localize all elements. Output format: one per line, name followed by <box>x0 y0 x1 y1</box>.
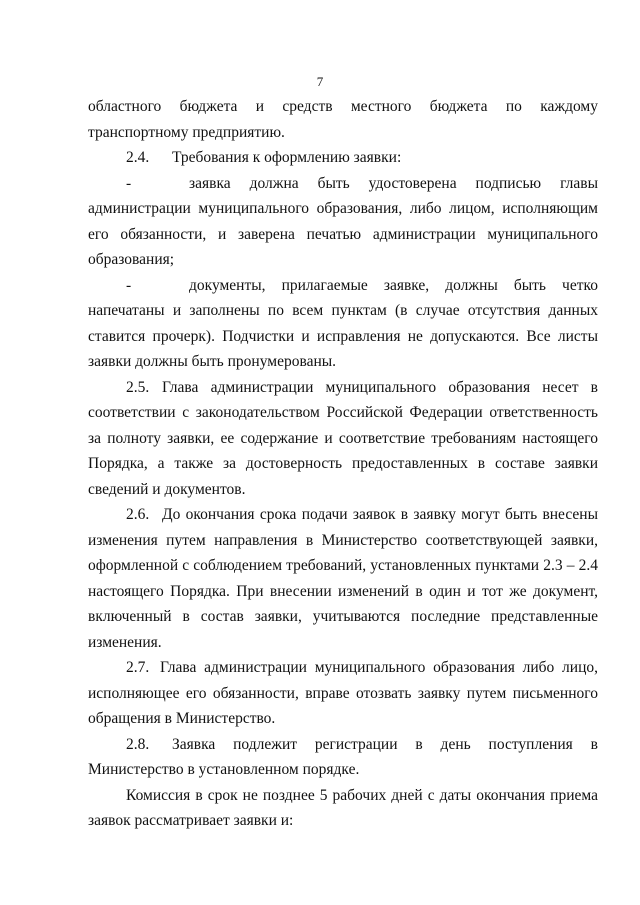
clause-text: Глава администрации муниципального образования либо лицо, исполняющее его обязанности, вправе отозвать заявку путем письменного обращения в Министерство. <box>88 659 598 727</box>
list-item-text: заявка должна быть удостоверена подписью главы администрации муниципального образования, либо лицом, исполняющим его обязанности, и заверена печатью администрации муниципального образования; <box>88 174 598 268</box>
list-item-documents <box>88 273 598 375</box>
paragraph-commission <box>88 783 598 834</box>
list-item-text: документы, прилагаемые заявке, должны быть четко напечатаны и заполнены по всем пунктам (в случае отсутствия данных ставится прочерк). Подчистки и исправления не допускаются. Все листы заявки должны быть пронумерованы. <box>88 276 598 370</box>
clause-number: 2.6. <box>126 506 150 523</box>
document-body <box>88 94 598 834</box>
clause-number: 2.4. <box>126 149 150 166</box>
clause-text: Глава администрации муниципального образования несет в соответствии с законодательством Российской Федерации ответственность за полноту заявки, ее содержание и соответствие требованиям настоящего Порядка, а также за достоверность предоставленных в составе заявки сведений и документов. <box>88 378 598 498</box>
clause-2-7 <box>88 655 598 732</box>
page-number: 7 <box>316 74 324 89</box>
clause-text: Заявка подлежит регистрации в день поступления в Министерство в установленном порядке. <box>88 735 598 778</box>
clause-2-8 <box>88 732 598 783</box>
clause-2-5 <box>88 375 598 503</box>
paragraph-text: областного бюджета и средств местного бюджета по каждому транспортному предприятию. <box>88 98 598 141</box>
paragraph-text: Комиссия в срок не позднее 5 рабочих дней с даты окончания приема заявок рассматривает заявки и: <box>88 786 598 829</box>
clause-2-6 <box>88 502 598 655</box>
clause-text: Требования к оформлению заявки: <box>172 149 402 166</box>
clause-number: 2.5. <box>126 378 150 396</box>
clause-number: 2.7. <box>126 659 150 676</box>
clause-2-4 <box>88 145 598 171</box>
paragraph-continuation <box>88 94 598 145</box>
list-dash: - <box>126 174 132 192</box>
list-dash: - <box>126 276 132 294</box>
list-item-signature <box>88 171 598 273</box>
clause-number: 2.8. <box>126 735 150 753</box>
clause-text: До окончания срока подачи заявок в заявку могут быть внесены изменения путем направления в Министерство соответствующей заявки, оформленной с соблюдением требований, установленных пунктами 2.3 – 2.4 настоящего Порядка. При внесении изменений в один и тот же документ, включенный в состав заявки, учитываются последние представленные изменения. <box>88 506 598 651</box>
